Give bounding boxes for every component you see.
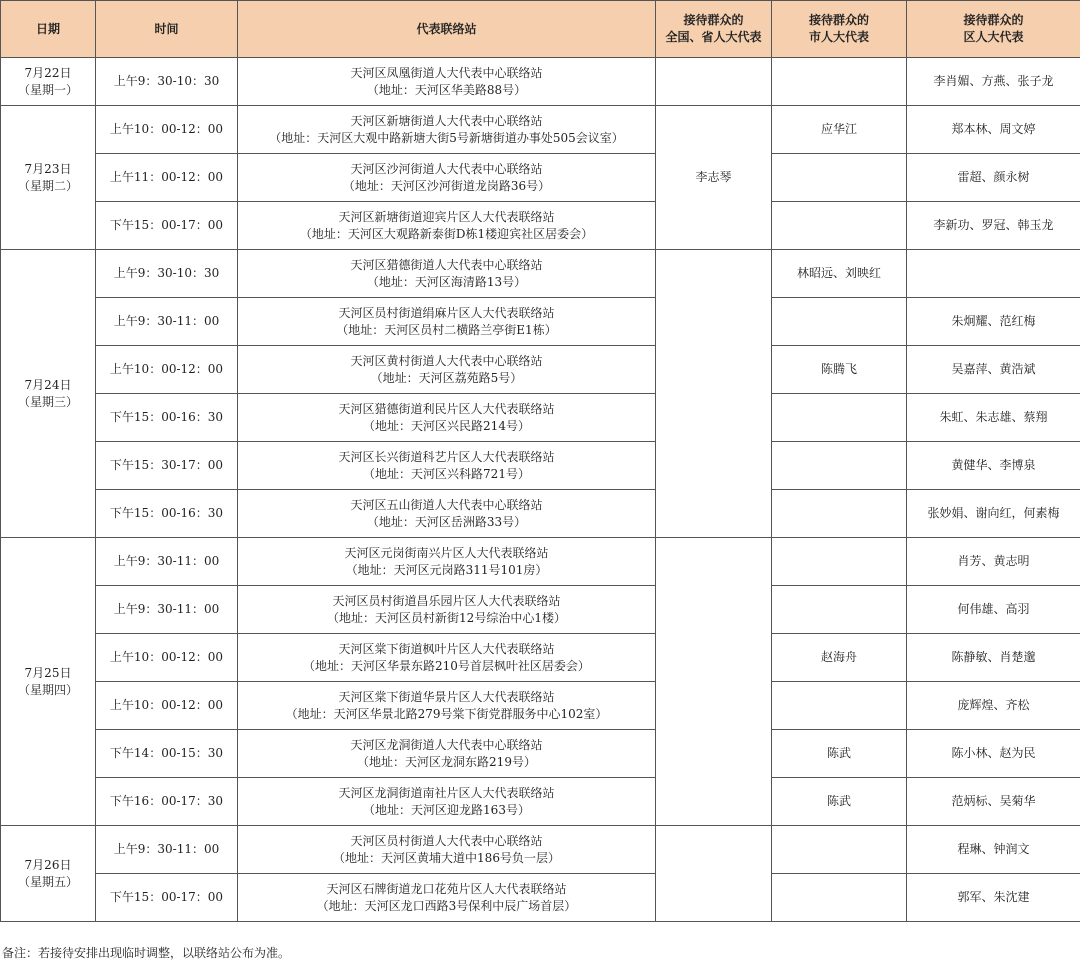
station-cell: 天河区猎德街道人大代表中心联络站 （地址：天河区海清路13号） (238, 250, 656, 298)
table-row (1, 586, 1080, 634)
station-cell: 天河区元岗街南兴片区人大代表联络站 （地址：天河区元岗路311号101房） (238, 538, 656, 586)
city-rep-cell (772, 298, 907, 346)
district-rep-cell: 程琳、钟润文 (907, 826, 1080, 874)
station-cell: 天河区棠下街道枫叶片区人大代表联络站 （地址：天河区华景东路210号首层枫叶社区居委会） (238, 634, 656, 682)
table-row (1, 778, 1080, 826)
district-rep-cell: 雷超、颜永树 (907, 154, 1080, 202)
district-rep-cell: 何伟雄、高羽 (907, 586, 1080, 634)
national-rep-cell (656, 538, 772, 826)
district-rep-cell: 李肖媚、方燕、张子龙 (907, 58, 1080, 106)
time-cell: 下午15：00-16：30 (96, 394, 238, 442)
time-cell: 上午10：00-12：00 (96, 634, 238, 682)
station-cell: 天河区棠下街道华景片区人大代表联络站 （地址：天河区华景北路279号棠下街党群服务中心102室） (238, 682, 656, 730)
station-cell: 天河区新塘街道迎宾片区人大代表联络站 （地址：天河区大观路新泰街D栋1楼迎宾社区居委会） (238, 202, 656, 250)
table-row (1, 250, 1080, 298)
city-rep-cell: 陈腾飞 (772, 346, 907, 394)
table-row (1, 490, 1080, 538)
station-cell: 天河区员村街道人大代表中心联络站 （地址：天河区黄埔大道中186号负一层） (238, 826, 656, 874)
district-rep-cell: 张妙娟、谢向红，何素梅 (907, 490, 1080, 538)
city-rep-cell: 赵海舟 (772, 634, 907, 682)
national-rep-cell: 李志琴 (656, 106, 772, 250)
time-cell: 上午9：30-11：00 (96, 538, 238, 586)
city-rep-cell (772, 874, 907, 922)
table-row (1, 874, 1080, 922)
table-row (1, 298, 1080, 346)
station-cell: 天河区五山街道人大代表中心联络站 （地址：天河区岳洲路33号） (238, 490, 656, 538)
time-cell: 上午11：00-12：00 (96, 154, 238, 202)
table-row (1, 154, 1080, 202)
time-cell: 下午15：00-17：00 (96, 874, 238, 922)
header-time: 时间 (96, 1, 238, 58)
table-row (1, 682, 1080, 730)
time-cell: 上午10：00-12：00 (96, 346, 238, 394)
district-rep-cell: 范炳标、吴菊华 (907, 778, 1080, 826)
station-cell: 天河区员村街道绢麻片区人大代表联络站 （地址：天河区员村二横路兰亭街E1栋） (238, 298, 656, 346)
time-cell: 下午15：30-17：00 (96, 442, 238, 490)
city-rep-cell (772, 490, 907, 538)
city-rep-cell (772, 154, 907, 202)
header-city-rep: 接待群众的 市人大代表 (772, 1, 907, 58)
table-row (1, 442, 1080, 490)
time-cell: 下午16：00-17：30 (96, 778, 238, 826)
city-rep-cell (772, 586, 907, 634)
city-rep-cell: 林昭远、刘映红 (772, 250, 907, 298)
district-rep-cell: 庞辉煌、齐松 (907, 682, 1080, 730)
header-national-rep: 接待群众的 全国、省人大代表 (656, 1, 772, 58)
table-row (1, 58, 1080, 106)
national-rep-cell (656, 826, 772, 922)
district-rep-cell (907, 250, 1080, 298)
table-row (1, 634, 1080, 682)
table-row (1, 202, 1080, 250)
table-row (1, 394, 1080, 442)
date-cell: 7月22日 （星期一） (1, 58, 96, 106)
city-rep-cell (772, 538, 907, 586)
district-rep-cell: 李新功、罗冠、韩玉龙 (907, 202, 1080, 250)
time-cell: 上午10：00-12：00 (96, 682, 238, 730)
station-cell: 天河区龙洞街道南社片区人大代表联络站 （地址：天河区迎龙路163号） (238, 778, 656, 826)
district-rep-cell: 陈小林、赵为民 (907, 730, 1080, 778)
station-cell: 天河区石牌街道龙口花苑片区人大代表联络站 （地址：天河区龙口西路3号保利中辰广场首层） (238, 874, 656, 922)
time-cell: 下午15：00-17：00 (96, 202, 238, 250)
header-district-rep: 接待群众的 区人大代表 (907, 1, 1080, 58)
time-cell: 上午9：30-10：30 (96, 250, 238, 298)
station-cell: 天河区沙河街道人大代表中心联络站 （地址：天河区沙河街道龙岗路36号） (238, 154, 656, 202)
table-row (1, 730, 1080, 778)
station-cell: 天河区长兴街道科艺片区人大代表联络站 （地址：天河区兴科路721号） (238, 442, 656, 490)
header-date: 日期 (1, 1, 96, 58)
time-cell: 下午14：00-15：30 (96, 730, 238, 778)
date-cell: 7月26日 （星期五） (1, 826, 96, 922)
city-rep-cell (772, 202, 907, 250)
time-cell: 上午9：30-11：00 (96, 586, 238, 634)
header-row (1, 1, 1080, 58)
date-cell: 7月24日 （星期三） (1, 250, 96, 538)
district-rep-cell: 黄健华、李博泉 (907, 442, 1080, 490)
station-cell: 天河区黄村街道人大代表中心联络站 （地址：天河区荔苑路5号） (238, 346, 656, 394)
time-cell: 下午15：00-16：30 (96, 490, 238, 538)
table-row (1, 106, 1080, 154)
station-cell: 天河区新塘街道人大代表中心联络站 （地址：天河区大观中路新塘大街5号新塘街道办事处505会议室） (238, 106, 656, 154)
national-rep-cell (656, 250, 772, 538)
table-row (1, 826, 1080, 874)
date-cell: 7月23日 （星期二） (1, 106, 96, 250)
national-rep-cell (656, 58, 772, 106)
city-rep-cell: 应华江 (772, 106, 907, 154)
district-rep-cell: 朱虹、朱志雄、蔡翔 (907, 394, 1080, 442)
district-rep-cell: 朱炯耀、范红梅 (907, 298, 1080, 346)
district-rep-cell: 郑本林、周文婷 (907, 106, 1080, 154)
city-rep-cell (772, 442, 907, 490)
time-cell: 上午9：30-10：30 (96, 58, 238, 106)
city-rep-cell (772, 682, 907, 730)
station-cell: 天河区凤凰街道人大代表中心联络站 （地址：天河区华美路88号） (238, 58, 656, 106)
city-rep-cell: 陈武 (772, 730, 907, 778)
table-row (1, 538, 1080, 586)
district-rep-cell: 肖芳、黄志明 (907, 538, 1080, 586)
station-cell: 天河区猎德街道利民片区人大代表联络站 （地址：天河区兴民路214号） (238, 394, 656, 442)
city-rep-cell (772, 394, 907, 442)
district-rep-cell: 陈静敏、肖楚邈 (907, 634, 1080, 682)
footnote: 备注：若接待安排出现临时调整，以联络站公布为准。 (2, 946, 291, 960)
station-cell: 天河区员村街道昌乐园片区人大代表联络站 （地址：天河区员村新街12号综治中心1楼） (238, 586, 656, 634)
district-rep-cell: 吴嘉萍、黄浩斌 (907, 346, 1080, 394)
city-rep-cell (772, 826, 907, 874)
time-cell: 上午9：30-11：00 (96, 826, 238, 874)
date-cell: 7月25日 （星期四） (1, 538, 96, 826)
time-cell: 上午10：00-12：00 (96, 106, 238, 154)
station-cell: 天河区龙洞街道人大代表中心联络站 （地址：天河区龙洞东路219号） (238, 730, 656, 778)
district-rep-cell: 郭军、朱沈建 (907, 874, 1080, 922)
city-rep-cell (772, 58, 907, 106)
table-row (1, 346, 1080, 394)
header-station: 代表联络站 (238, 1, 656, 58)
city-rep-cell: 陈武 (772, 778, 907, 826)
time-cell: 上午9：30-11：00 (96, 298, 238, 346)
